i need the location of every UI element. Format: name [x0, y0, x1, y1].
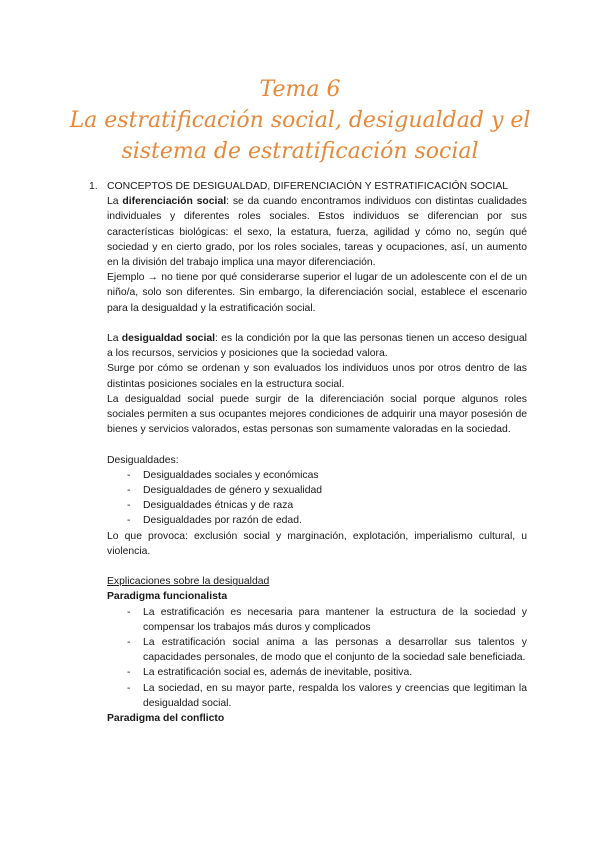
- diferenciacion-example: Ejemplo → no tiene por qué considerarse superior el lugar de un adolescente con el de un niño/a, solo son diferentes. Sin embargo, la diferenciación social, establece el escenario para la desigualdad y la estratificación social.: [107, 272, 527, 314]
- term-diferenciacion: diferenciación social: [122, 196, 227, 208]
- term-desigualdad: desigualdad social: [121, 333, 216, 345]
- desigualdades-list: [107, 468, 527, 529]
- conflicto-heading: Paradigma del conflicto: [107, 713, 225, 725]
- list-item-text: La estratificación es necesaria para mantener la estructura de la sociedad y compensar los trabajos más duros y complicados: [143, 606, 527, 633]
- document-body: [89, 179, 528, 726]
- explicaciones-heading: Explicaciones sobre la desigualdad: [107, 576, 270, 588]
- list-item: [107, 681, 527, 711]
- desigualdad-paragraph-2: Surge por cómo se ordenan y son evaluados los individuos unos por otros dentro de las distintas posiciones sociales en la estructura social.: [107, 363, 527, 390]
- funcionalista-heading: Paradigma funcionalista: [107, 591, 228, 603]
- list-item-text: Desigualdades de género y sexualidad: [143, 485, 323, 497]
- spacer: [107, 437, 527, 452]
- section-1-heading: [89, 179, 527, 194]
- list-item: [107, 513, 527, 528]
- topic-title: Tema 6: [259, 77, 341, 102]
- dash-bullet: -: [127, 485, 131, 497]
- desigualdades-label: Desigualdades:: [107, 454, 179, 466]
- list-item-text: La estratificación social anima a las personas a desarrollar sus talentos y capacidades personales, de modo que el conjunto de la sociedad sale beneficiada.: [143, 637, 527, 664]
- dash-bullet: -: [127, 667, 131, 679]
- list-item-text: Desigualdades por razón de edad.: [143, 515, 302, 527]
- dash-bullet: -: [127, 515, 131, 527]
- text-prefix: La: [107, 196, 123, 208]
- section-heading-text: CONCEPTOS DE DESIGUALDAD, DIFERENCIACIÓN Y ESTRATIFICACIÓN SOCIAL: [107, 181, 509, 192]
- list-item-text: Desigualdades étnicas y de raza: [143, 500, 294, 512]
- section-number: 1.: [89, 181, 98, 192]
- list-item-text: La estratificación social es, además de inevitable, positiva.: [143, 667, 413, 679]
- dash-bullet: -: [127, 469, 131, 481]
- consequence-paragraph: Lo que provoca: exclusión social y marginación, explotación, imperialismo cultural, u violencia.: [107, 530, 527, 557]
- spacer: [107, 559, 527, 574]
- list-item: [107, 498, 527, 513]
- main-title-line-1: La estratificación social, desigualdad y el: [69, 108, 531, 133]
- spacer: [107, 316, 527, 331]
- dash-bullet: -: [127, 500, 131, 512]
- desigualdad-paragraph: [107, 331, 527, 361]
- list-item: [107, 635, 527, 665]
- main-title-line-2: sistema de estratificación social: [121, 139, 479, 164]
- diferenciacion-paragraph: [107, 194, 527, 270]
- desigualdad-paragraph-3: La desigualdad social puede surgir de la diferenciación social porque algunos roles sociales permiten a sus ocupantes mejores condiciones de adquirir una mayor posesión de bienes y servicios valorados, estas personas son sumamente valoradas en la sociedad.: [107, 393, 527, 436]
- list-item: [107, 483, 527, 498]
- list-item: [107, 665, 527, 680]
- dash-bullet: -: [127, 606, 131, 618]
- dash-bullet: -: [127, 682, 131, 694]
- desigualdad-definition: : es la condición por la que las personas tienen un acceso desigual a los recursos, servicios y posiciones que la sociedad valora.: [107, 333, 527, 360]
- list-item: [107, 605, 527, 635]
- dash-bullet: -: [127, 637, 131, 649]
- title-block: [0, 74, 600, 167]
- list-item-text: La sociedad, en su mayor parte, respalda los valores y creencias que legitiman la desigualdad social.: [143, 682, 527, 709]
- list-item-text: Desigualdades sociales y económicas: [143, 469, 319, 481]
- funcionalista-list: [107, 605, 527, 711]
- list-item: [107, 468, 527, 483]
- diferenciacion-definition: : se da cuando encontramos individuos con distintas cualidades individuales y diferentes roles sociales. Estos individuos se diferencian por sus características biológicas: el sexo, la estatura, fuerza, agilidad y cómo no, según qué sociedad y en cierto grado, por los roles sociales, tareas y ocupaciones, así, un aumento en la división del trabajo implica una mayor diferenciación.: [107, 196, 528, 269]
- text-prefix: La: [107, 333, 122, 345]
